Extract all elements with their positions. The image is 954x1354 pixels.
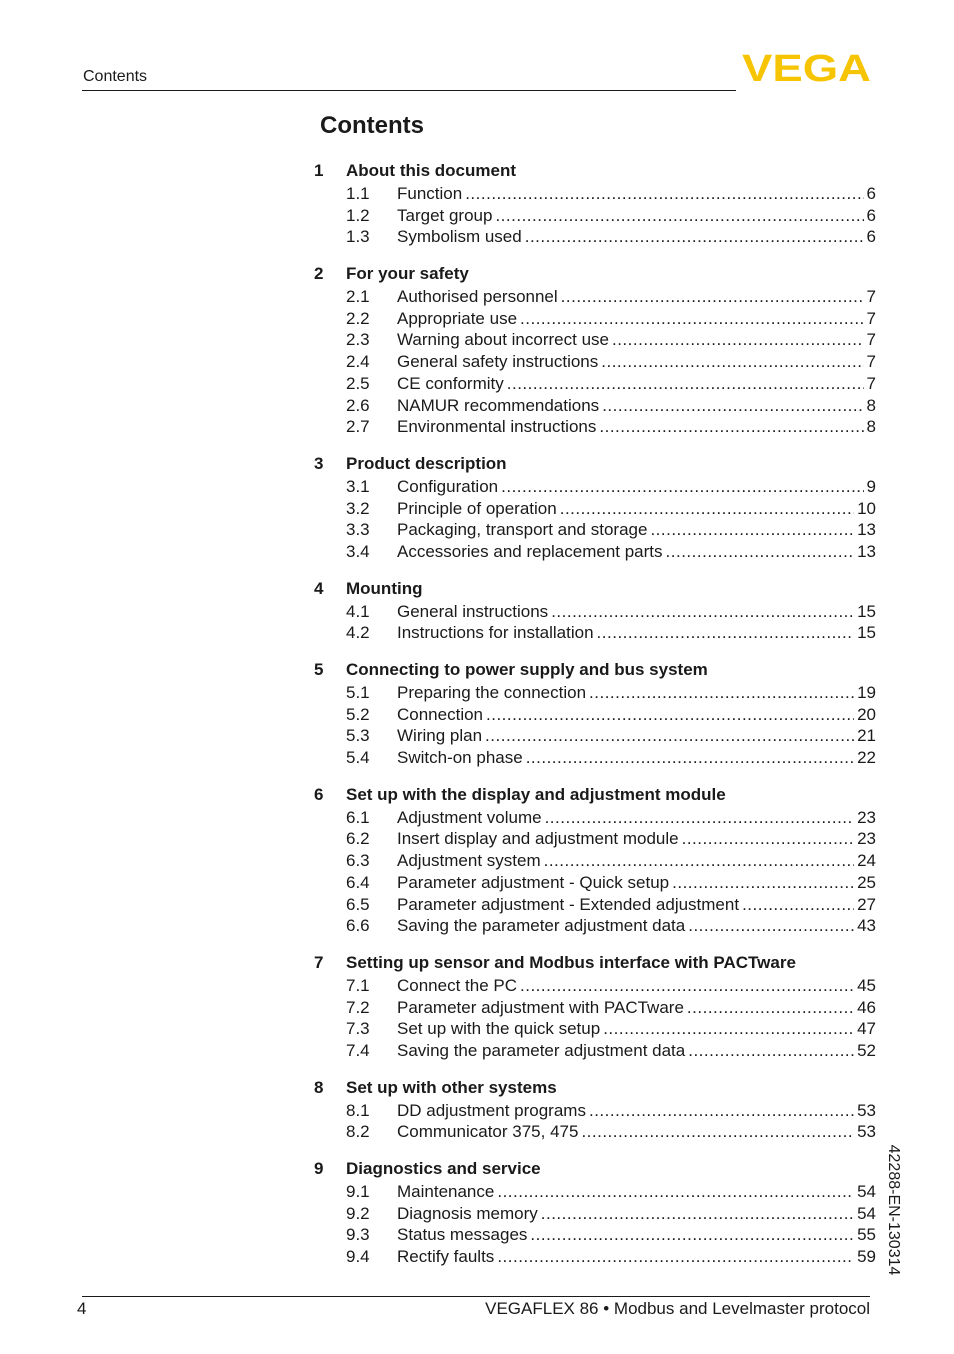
entry-page-number: 7 (866, 330, 876, 350)
dot-leader (526, 747, 854, 769)
toc-chapter (314, 782, 876, 937)
toc-entry[interactable] (314, 183, 876, 205)
entry-page-number: 23 (857, 807, 876, 827)
chapter-title: For your safety (346, 264, 469, 284)
entry-title: CE conformity (397, 373, 504, 393)
entry-number: 3.4 (346, 541, 370, 561)
entry-number: 8.2 (346, 1122, 370, 1142)
entry-page-number: 45 (857, 975, 876, 995)
entry-title: General instructions (397, 601, 549, 621)
dot-leader (602, 395, 863, 417)
entry-page-number: 59 (857, 1247, 876, 1267)
chapter-number: 1 (314, 161, 324, 180)
entry-number: 6.1 (346, 807, 370, 827)
entry-page-number: 21 (857, 726, 876, 746)
toc-entry[interactable] (314, 541, 876, 563)
toc-entry[interactable] (314, 601, 876, 623)
toc-chapter (314, 261, 876, 438)
chapter-heading[interactable] (314, 782, 876, 807)
entry-title: Preparing the connection (397, 683, 587, 702)
toc-entry[interactable] (314, 1100, 876, 1122)
entry-page-number: 27 (857, 894, 876, 914)
entry-title: Connection (397, 704, 484, 724)
chapter-number: 9 (314, 1159, 324, 1178)
toc-entry[interactable] (314, 915, 876, 937)
dot-leader (560, 498, 854, 520)
dot-leader (561, 286, 864, 308)
toc-entry[interactable] (314, 351, 876, 373)
entry-title: Principle of operation (397, 498, 557, 518)
entry-number: 2.2 (346, 308, 370, 328)
entry-page-number: 9 (866, 476, 876, 496)
chapter-number: 5 (314, 660, 324, 679)
entry-number: 8.1 (346, 1100, 370, 1120)
entry-title: Set up with the quick setup (397, 1019, 601, 1039)
toc-entry[interactable] (314, 807, 876, 829)
entry-number: 2.5 (346, 373, 370, 393)
running-head: Contents (83, 68, 148, 85)
entry-page-number: 10 (857, 498, 876, 518)
chapter-heading[interactable] (314, 451, 876, 476)
entry-title: Packaging, transport and storage (397, 520, 648, 540)
entry-page-number: 55 (857, 1225, 876, 1245)
entry-title: Maintenance (397, 1182, 495, 1201)
dot-leader (650, 519, 854, 541)
entry-number: 7.1 (346, 975, 370, 995)
toc-entry[interactable] (314, 395, 876, 417)
toc-chapter (314, 576, 876, 644)
chapter-heading[interactable] (314, 1156, 876, 1181)
dot-leader (465, 183, 863, 205)
toc-chapter (314, 1075, 876, 1143)
dot-leader (486, 704, 854, 726)
dot-leader (666, 541, 855, 563)
dot-leader (541, 1203, 854, 1225)
entry-page-number: 22 (857, 748, 876, 768)
entry-title: Wiring plan (397, 726, 483, 746)
dot-leader (525, 226, 864, 248)
entry-title: DD adjustment programs (397, 1100, 586, 1120)
toc-entry[interactable] (314, 1181, 876, 1203)
dot-leader (485, 725, 854, 747)
entry-number: 5.2 (346, 704, 370, 724)
entry-page-number: 43 (857, 916, 876, 936)
toc-chapter (314, 657, 876, 769)
entry-number: 2.1 (346, 287, 370, 307)
toc-entry[interactable] (314, 747, 876, 769)
toc-entry[interactable] (314, 1040, 876, 1062)
chapter-title: About this document (346, 161, 516, 180)
entry-title: Symbolism used (397, 227, 522, 247)
toc-entry[interactable] (314, 1121, 876, 1143)
entry-number: 6.6 (346, 916, 370, 936)
entry-title: Communicator 375, 475 (397, 1122, 579, 1142)
entry-number: 5.4 (346, 748, 370, 768)
dot-leader (688, 1040, 854, 1062)
entry-page-number: 53 (857, 1122, 876, 1142)
entry-number: 7.2 (346, 997, 370, 1017)
dot-leader (589, 1100, 854, 1122)
chapter-number: 3 (314, 453, 324, 473)
entry-page-number: 54 (857, 1203, 876, 1223)
toc-entry[interactable] (314, 308, 876, 330)
footer-doc-title: VEGAFLEX 86 • Modbus and Levelmaster protocol (485, 1299, 870, 1318)
entry-page-number: 7 (866, 373, 876, 393)
entry-title: Adjustment volume (397, 807, 542, 827)
dot-leader (530, 1224, 854, 1246)
toc-entry[interactable] (314, 373, 876, 395)
dot-leader (545, 807, 855, 829)
chapter-heading[interactable] (314, 950, 876, 975)
chapter-heading[interactable] (314, 657, 876, 682)
chapter-number: 4 (314, 578, 324, 598)
footer-rule (82, 1296, 870, 1297)
entry-number: 1.3 (346, 227, 370, 247)
chapter-title: Set up with the display and adjustment module (346, 784, 726, 804)
toc-entry[interactable] (314, 704, 876, 726)
entry-page-number: 6 (866, 205, 876, 225)
toc-entry[interactable] (314, 1203, 876, 1225)
chapter-title: Connecting to power supply and bus system (346, 660, 708, 679)
entry-title: Parameter adjustment with PACTware (397, 997, 684, 1017)
entry-number: 3.1 (346, 476, 370, 496)
toc-entry[interactable] (314, 872, 876, 894)
chapter-number: 8 (314, 1077, 324, 1097)
toc-entry[interactable] (314, 498, 876, 520)
entry-number: 7.4 (346, 1040, 370, 1060)
dot-leader (603, 1018, 854, 1040)
entry-page-number: 23 (857, 829, 876, 849)
entry-page-number: 7 (866, 287, 876, 307)
entry-number: 2.4 (346, 352, 370, 372)
toc-entry[interactable] (314, 894, 876, 916)
entry-page-number: 19 (857, 683, 876, 702)
entry-title: Function (397, 184, 463, 203)
toc-entry[interactable] (314, 205, 876, 227)
dot-leader (544, 850, 854, 872)
entry-number: 9.1 (346, 1182, 370, 1201)
dot-leader (682, 828, 854, 850)
header-rule (82, 90, 736, 91)
page-title: Contents (320, 112, 424, 139)
chapter-heading[interactable] (314, 1075, 876, 1100)
toc-entry[interactable] (314, 725, 876, 747)
entry-number: 5.3 (346, 726, 370, 746)
chapter-title: Setting up sensor and Modbus interface with PACTware (346, 952, 796, 972)
dot-leader (520, 975, 854, 997)
dot-leader (601, 351, 863, 373)
entry-title: Configuration (397, 476, 499, 496)
entry-number: 2.6 (346, 395, 370, 415)
dot-leader (687, 997, 854, 1019)
dot-leader (520, 308, 864, 330)
chapter-heading[interactable] (314, 576, 876, 601)
entry-title: General safety instructions (397, 352, 599, 372)
toc-entry[interactable] (314, 476, 876, 498)
entry-number: 7.3 (346, 1019, 370, 1039)
entry-page-number: 13 (857, 520, 876, 540)
entry-page-number: 52 (857, 1040, 876, 1060)
toc-entry[interactable] (314, 1224, 876, 1246)
chapter-title: Product description (346, 453, 507, 473)
entry-number: 5.1 (346, 683, 370, 702)
entry-page-number: 47 (857, 1019, 876, 1039)
entry-number: 9.2 (346, 1203, 370, 1223)
dot-leader (507, 373, 864, 395)
entry-number: 4.2 (346, 623, 370, 643)
entry-number: 6.3 (346, 851, 370, 871)
entry-title: Authorised personnel (397, 287, 558, 307)
toc-entry[interactable] (314, 416, 876, 438)
toc-entry[interactable] (314, 1018, 876, 1040)
dot-leader (501, 476, 863, 498)
entry-title: Insert display and adjustment module (397, 829, 679, 849)
toc-chapter (314, 158, 876, 248)
entry-title: Rectify faults (397, 1247, 495, 1267)
entry-number: 9.4 (346, 1247, 370, 1267)
entry-title: Parameter adjustment - Quick setup (397, 872, 670, 892)
entry-page-number: 7 (866, 352, 876, 372)
toc-entry[interactable] (314, 1246, 876, 1268)
entry-title: Target group (397, 205, 493, 225)
toc-entry[interactable] (314, 286, 876, 308)
entry-page-number: 24 (857, 851, 876, 871)
chapter-number: 7 (314, 952, 324, 972)
entry-number: 3.3 (346, 520, 370, 540)
toc-entry[interactable] (314, 997, 876, 1019)
entry-number: 1.2 (346, 205, 370, 225)
entry-page-number: 8 (866, 395, 876, 415)
toc-entry[interactable] (314, 329, 876, 351)
entry-number: 6.4 (346, 872, 370, 892)
entry-page-number: 6 (866, 184, 876, 203)
toc-entry[interactable] (314, 519, 876, 541)
dot-leader (672, 872, 854, 894)
entry-number: 3.2 (346, 498, 370, 518)
chapter-number: 2 (314, 264, 324, 284)
toc-entry[interactable] (314, 682, 876, 704)
dot-leader (612, 329, 864, 351)
entry-title: NAMUR recommendations (397, 395, 600, 415)
dot-leader (597, 622, 855, 644)
dot-leader (551, 601, 854, 623)
dot-leader (581, 1121, 854, 1143)
dot-leader (497, 1181, 854, 1203)
dot-leader (589, 682, 854, 704)
entry-number: 9.3 (346, 1225, 370, 1245)
table-of-contents (314, 158, 876, 1281)
toc-entry[interactable] (314, 828, 876, 850)
document-code: 42288-EN-130314 (885, 1144, 902, 1276)
toc-chapter (314, 950, 876, 1062)
chapter-title: Mounting (346, 578, 423, 598)
entry-page-number: 6 (866, 227, 876, 247)
dot-leader (497, 1246, 854, 1268)
entry-title: Saving the parameter adjustment data (397, 916, 686, 936)
entry-title: Switch-on phase (397, 748, 523, 768)
entry-title: Diagnosis memory (397, 1203, 538, 1223)
entry-number: 2.7 (346, 417, 370, 437)
toc-chapter (314, 1156, 876, 1268)
entry-number: 4.1 (346, 601, 370, 621)
dot-leader (599, 416, 863, 438)
entry-number: 2.3 (346, 330, 370, 350)
toc-entry[interactable] (314, 850, 876, 872)
entry-title: Environmental instructions (397, 417, 597, 437)
entry-page-number: 13 (857, 541, 876, 561)
entry-number: 1.1 (346, 184, 370, 203)
entry-page-number: 15 (857, 623, 876, 643)
entry-number: 6.5 (346, 894, 370, 914)
entry-page-number: 53 (857, 1100, 876, 1120)
entry-page-number: 46 (857, 997, 876, 1017)
entry-number: 6.2 (346, 829, 370, 849)
entry-page-number: 25 (857, 872, 876, 892)
entry-title: Adjustment system (397, 851, 541, 871)
entry-page-number: 15 (857, 601, 876, 621)
chapter-title: Diagnostics and service (346, 1159, 541, 1178)
vega-logo-text: VEGA (742, 52, 871, 83)
dot-leader (742, 894, 854, 916)
toc-entry[interactable] (314, 226, 876, 248)
dot-leader (495, 205, 863, 227)
entry-page-number: 8 (866, 417, 876, 437)
page-number: 4 (77, 1299, 87, 1318)
entry-title: Appropriate use (397, 308, 518, 328)
entry-title: Instructions for installation (397, 623, 594, 643)
entry-page-number: 20 (857, 704, 876, 724)
chapter-title: Set up with other systems (346, 1077, 557, 1097)
entry-page-number: 7 (866, 308, 876, 328)
toc-chapter (314, 451, 876, 563)
vega-logo (741, 52, 872, 83)
entry-page-number: 54 (857, 1182, 876, 1201)
chapter-number: 6 (314, 784, 324, 804)
entry-title: Saving the parameter adjustment data (397, 1040, 686, 1060)
dot-leader (688, 915, 854, 937)
entry-title: Parameter adjustment - Extended adjustment (397, 894, 740, 914)
chapter-heading[interactable] (314, 261, 876, 286)
toc-entry[interactable] (314, 622, 876, 644)
entry-title: Connect the PC (397, 975, 518, 995)
entry-title: Status messages (397, 1225, 528, 1245)
chapter-heading[interactable] (314, 158, 876, 183)
entry-title: Accessories and replacement parts (397, 541, 663, 561)
entry-title: Warning about incorrect use (397, 330, 609, 350)
toc-entry[interactable] (314, 975, 876, 997)
